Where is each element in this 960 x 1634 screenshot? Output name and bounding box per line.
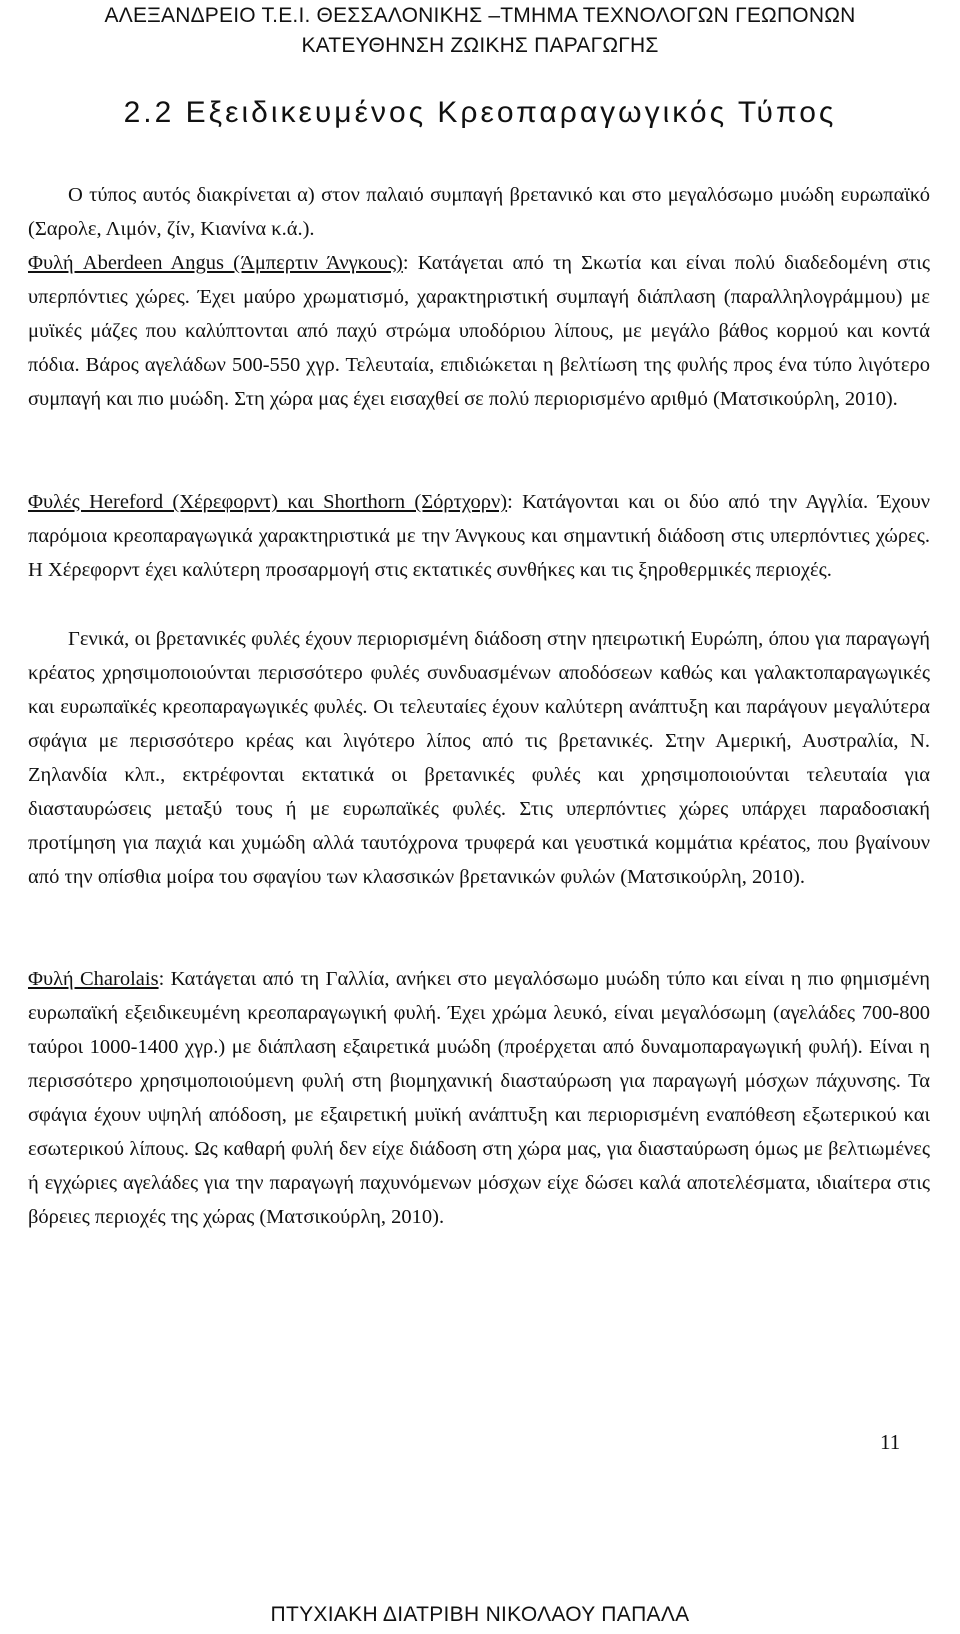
page-header-department: ΚΑΤΕΥΘΗΝΣΗ ΖΩΙΚΗΣ ΠΑΡΑΓΩΓΗΣ	[301, 34, 659, 57]
hereford-paragraph	[28, 485, 930, 587]
charolais-text: : Κατάγεται από τη Γαλλία, ανήκει στο μεγαλόσωμο μυώδη τύπο και είναι η πιο φημισμένη ευρωπαϊκή εξειδικευμένη κρεοπαραγωγική φυλή. Έχει χρώμα λευκό, είναι μεγαλόσωμη (αγελάδες 700-800 ταύροι 1000-1400 χγρ.) με διάπλαση εξαιρετικά μυώδη (προέρχεται από δυναμοπαραγωγική φυλή). Είναι η περισσότερο χρησιμοποιούμενη φυλή στη βιομηχανική διασταύρωση για παραγωγή μόσχων πάχυνσης. Τα σφάγια έχουν υψηλή απόδοση, με εξαιρετική μυϊκή ανάπτυξη και περιορισμένη εναπόθεση εξωτερικού και εσωτερικού λίπους. Ως καθαρή φυλή δεν είχε διάδοση στη χώρα μας, για διασταύρωση όμως με βελτιωμένες ή εγχώριες αγελάδες για την παραγωγή παχυνόμενων μόσχων είχε δώσει καλά αποτελέσματα, ιδιαίτερα στις βόρειες περιοχές της χώρας (Ματσικούρλη, 2010).	[28, 968, 930, 1228]
charolais-heading: Φυλή Charolais	[28, 968, 159, 990]
charolais-paragraph	[28, 962, 930, 1234]
hereford-text: : Κατάγονται και οι δύο από την Αγγλία. Έχουν παρόμοια κρεοπαραγωγικά χαρακτηριστικά με την Άνγκους και σημαντική διάδοση στις υπερπόντιες χώρες. Η Χέρεφορντ έχει καλύτερη προσαρμογή στις εκτατικές συνθήκες και τις ξηροθερμικές περιοχές.	[28, 491, 930, 581]
charolais-paragraph-block	[28, 962, 930, 1234]
page-footer: ΠΤΥΧΙΑΚΗ ΔΙΑΤΡΙΒΗ ΝΙΚΟΛΑΟΥ ΠΑΠΑΛΑ	[270, 1603, 690, 1626]
general-paragraph: Γενικά, οι βρετανικές φυλές έχουν περιορισμένη διάδοση στην ηπειρωτική Ευρώπη, όπου για παραγωγή κρέατος χρησιμοποιούνται περισσότερο φυλές συνδυασμένων αποδόσεων καθώς και γαλακτοπαραγωγικές και ευρωπαϊκές κρεοπαραγωγικές φυλές. Οι τελευταίες έχουν καλύτερη ανάπτυξη και παράγουν μεγαλύτερα σφάγια με περισσότερο κρέας και λιγότερο λίπος από τις βρετανικές. Στην Αμερική, Αυστραλία, Ν. Ζηλανδία κλπ., εκτρέφονται εκτατικά οι βρετανικές φυλές και χρησιμοποιούνται τελευταία για διασταυρώσεις μεταξύ τους ή με ευρωπαϊκές φυλές. Στις υπερπόντιες χώρες υπάρχει παραδοσιακή προτίμηση για παχιά και χυμώδη αλλά ταυτόχρονα τρυφερά και γευστικά κομμάτια κρέατος, που βγαίνουν από την οπίσθια μοίρα του σφαγίου των κλασσικών βρετανικών φυλών (Ματσικούρλη, 2010).	[28, 628, 930, 888]
general-paragraph-block	[28, 622, 930, 894]
aberdeen-text: : Κατάγεται από τη Σκωτία και είναι πολύ διαδεδομένη στις υπερπόντιες χώρες. Έχει μαύρο χρωματισμό, χαρακτηριστική συμπαγή διάπλαση (παραλληλογράμμου) με μυϊκές μάζες που καλύπτονται από παχύ στρώμα υποδόριου λίπους, με μεγάλο βάθος κορμού και κοντά πόδια. Βάρος αγελάδων 500-550 χγρ. Τελευταία, επιδιώκεται η βελτίωση της φυλής προς ένα τύπο λιγότερο συμπαγή και πιο μυώδη. Στη χώρα μας έχει εισαχθεί σε πολύ περιορισμένο αριθμό (Ματσικούρλη, 2010).	[28, 252, 930, 410]
intro-paragraph-block	[28, 178, 930, 246]
hereford-paragraph-block	[28, 485, 930, 587]
aberdeen-paragraph-block	[28, 246, 930, 416]
page-number: 11	[880, 1430, 901, 1454]
aberdeen-heading: Φυλή Aberdeen Angus (Άμπερτιν Άνγκους)	[28, 252, 403, 274]
aberdeen-paragraph	[28, 246, 930, 416]
page-header-institution: ΑΛΕΞΑΝΔΡΕΙΟ Τ.Ε.Ι. ΘΕΣΣΑΛΟΝΙΚΗΣ –ΤΜΗΜΑ ΤΕΧΝΟΛΟΓΩΝ ΓΕΩΠΟΝΩΝ	[104, 4, 856, 27]
intro-paragraph: Ο τύπος αυτός διακρίνεται α) στον παλαιό συμπαγή βρετανικό και στο μεγαλόσωμο μυώδη ευρωπαϊκό (Σαρολε, Λιμόν, ζίν, Κιανίνα κ.ά.).	[28, 184, 930, 240]
hereford-heading: Φυλές Hereford (Χέρεφορντ) και Shorthorn (Σόρτχορν)	[28, 491, 508, 513]
section-title: 2.2 Εξειδικευμένος Κρεοπαραγωγικός Τύπος	[123, 96, 837, 129]
